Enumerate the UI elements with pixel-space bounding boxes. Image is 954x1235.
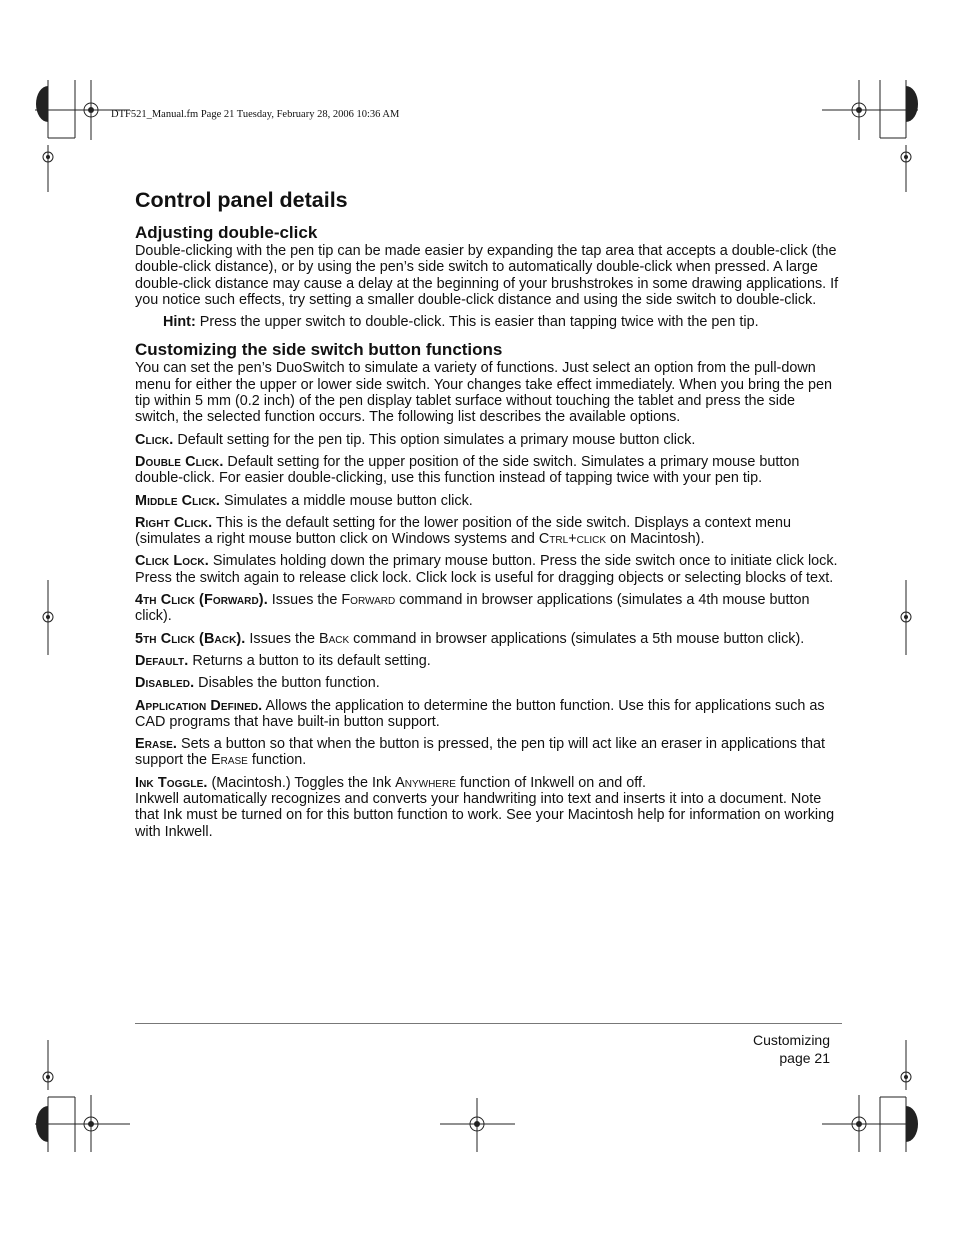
option-term: Disabled. <box>135 675 195 692</box>
option-term: 4th Click (Forward). <box>135 592 268 609</box>
option-click <box>135 432 841 448</box>
option-erase <box>135 736 841 769</box>
option-text: This is the default setting for the lower position of the side switch. Displays a context menu (simulates a right mouse button click on Windows systems and <box>135 514 792 548</box>
command-name: Forward <box>341 592 396 609</box>
option-application-defined <box>135 698 841 731</box>
option-text: Default setting for the upper position of the side switch. Simulates a primary mouse button double-click. For easier double-clicking, use this function instead of tapping twice with your pen tip. <box>135 453 800 487</box>
command-name: Erase <box>211 752 248 769</box>
option-term: Right Click. <box>135 514 213 531</box>
hint-paragraph <box>163 314 841 330</box>
command-name: Back <box>319 630 350 647</box>
option-right-click <box>135 515 841 548</box>
option-text: Allows the application to determine the button function. Use this for applications such as CAD programs that have built-in button support. <box>135 697 825 730</box>
option-text-end: function of Inkwell on and off. <box>455 774 647 791</box>
option-term: Application Defined. <box>135 697 263 714</box>
keyboard-shortcut: Ctrl+click <box>538 531 607 548</box>
footer-section-name: Customizing <box>752 1032 830 1048</box>
page-content <box>135 186 841 840</box>
option-middle-click <box>135 493 841 509</box>
section-heading-double-click: Adjusting double-click <box>135 223 318 242</box>
option-term: Ink Toggle. <box>135 774 208 791</box>
option-text: Simulates a middle mouse button click. <box>220 492 473 509</box>
section-body-double-click: Double-clicking with the pen tip can be made easier by expanding the tap area that accepts a double-click (the double-click distance), or by using the pen’s side switch to automatically double-click when pressed. A large double-click distance may cause a delay at the beginning of your brushstrokes in some drawing applications. If you notice such effects, try setting a smaller double-click distance and using the side switch to double-click. <box>135 243 839 308</box>
option-text-end: command in browser applications (simulates a 4th mouse button click). <box>135 592 810 625</box>
option-text: Returns a button to its default setting. <box>188 652 431 669</box>
option-text: Default setting for the pen tip. This option simulates a primary mouse button click. <box>173 431 696 448</box>
option-text-end: on Macintosh). <box>606 531 705 548</box>
command-name: Anywhere <box>395 774 456 791</box>
option-double-click <box>135 454 841 487</box>
option-term: Middle Click. <box>135 492 221 509</box>
option-text-end: function. <box>247 752 307 769</box>
option-4th-click <box>135 592 841 625</box>
option-text-end: command in browser applications (simulates a 5th mouse button click). <box>349 630 805 647</box>
page-footer <box>753 1031 830 1067</box>
option-term: Click. <box>135 431 174 448</box>
option-term: 5th Click (Back). <box>135 630 246 647</box>
option-disabled <box>135 675 841 691</box>
option-default <box>135 653 841 669</box>
option-term: Erase. <box>135 736 177 753</box>
option-term: Double Click. <box>135 453 224 470</box>
file-header-meta: DTF521_Manual.fm Page 21 Tuesday, February 28, 2006 10:36 AM <box>111 109 400 120</box>
option-click-lock <box>135 553 841 586</box>
option-text: Issues the <box>245 630 319 647</box>
option-text: Disables the button function. <box>194 675 380 692</box>
section-heading-side-switch: Customizing the side switch button functions <box>135 340 503 360</box>
option-text: Issues the <box>267 592 342 609</box>
option-term: Click Lock. <box>135 553 209 570</box>
hint-label: Hint: <box>163 314 196 331</box>
footer-divider <box>135 1023 842 1024</box>
option-text: Sets a button so that when the button is pressed, the pen tip will act like an eraser in applications that support the <box>135 736 825 769</box>
option-text: (Macintosh.) Toggles the Ink <box>207 774 396 791</box>
option-ink-toggle <box>135 775 841 791</box>
footer-page-number: page 21 <box>779 1050 830 1066</box>
hint-text: Press the upper switch to double-click. This is easier than tapping twice with the pen tip. <box>195 314 759 331</box>
option-text: Simulates holding down the primary mouse button. Press the side switch once to initiate click lock. Press the switch again to release click lock. Click lock is useful for dragging objects or selecting blocks of text. <box>135 553 838 586</box>
option-5th-click <box>135 631 841 647</box>
section-body-side-switch: You can set the pen’s DuoSwitch to simulate a variety of functions. Just select an option from the pull-down menu for either the upper or lower side switch. Your changes take effect immediately. When you bring the pen tip within 5 mm (0.2 inch) of the pen display tablet surface without touching the tablet and press the side switch, the selected function occurs. The following list describes the available options. <box>135 360 833 426</box>
option-term: Default. <box>135 652 189 669</box>
page-title: Control panel details <box>135 188 348 212</box>
ink-note: Inkwell automatically recognizes and converts your handwriting into text and inserts it into a document. Note that Ink must be turned on for this button function to work. See your Macintosh help for information on working with Inkwell. <box>135 791 835 840</box>
